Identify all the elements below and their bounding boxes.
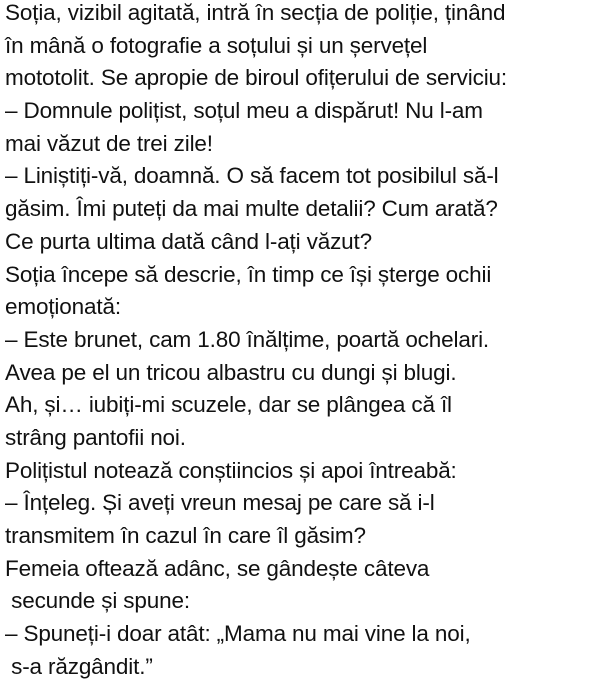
text-line: găsim. Îmi puteți da mai multe detalii? Cum arată?: [5, 196, 498, 222]
text-line: Soția, vizibil agitată, intră în secția de poliție, ținând: [5, 0, 506, 25]
text-line: – Liniștiți-vă, doamnă. O să facem tot posibilul să-l: [5, 163, 499, 189]
text-line: Ah, și… iubiți-mi scuzele, dar se plângea că îl: [5, 392, 452, 418]
text-line: Femeia oftează adânc, se gândește câteva: [5, 555, 430, 581]
text-line: strâng pantofii noi.: [5, 424, 186, 450]
text-line: – Domnule polițist, soțul meu a dispărut! Nu l-am: [5, 98, 483, 124]
joke-text-block: [5, 0, 605, 679]
text-line: secunde și spune:: [5, 588, 190, 614]
text-line: s-a răzgândit.”: [5, 653, 153, 679]
text-line: – Este brunet, cam 1.80 înălțime, poartă ochelari.: [5, 326, 490, 352]
text-line: – Înțeleg. Și aveți vreun mesaj pe care să i-l: [5, 490, 435, 516]
text-line: Ce purta ultima dată când l-ați văzut?: [5, 228, 373, 254]
text-line: mai văzut de trei zile!: [5, 130, 213, 156]
text-line: Polițistul notează conștiincios și apoi întreabă:: [5, 457, 457, 483]
text-line: emoționată:: [5, 294, 121, 320]
text-line: mototolit. Se apropie de biroul ofițerului de serviciu:: [5, 65, 508, 91]
text-line: Avea pe el un tricou albastru cu dungi și blugi.: [5, 359, 457, 385]
text-line: transmitem în cazul în care îl găsim?: [5, 523, 366, 548]
text-line: în mână o fotografie a soțului și un șervețel: [5, 32, 428, 58]
text-line: – Spuneți-i doar atât: „Mama nu mai vine la noi,: [5, 621, 471, 647]
text-line: Soția începe să descrie, în timp ce își șterge ochii: [5, 261, 492, 287]
